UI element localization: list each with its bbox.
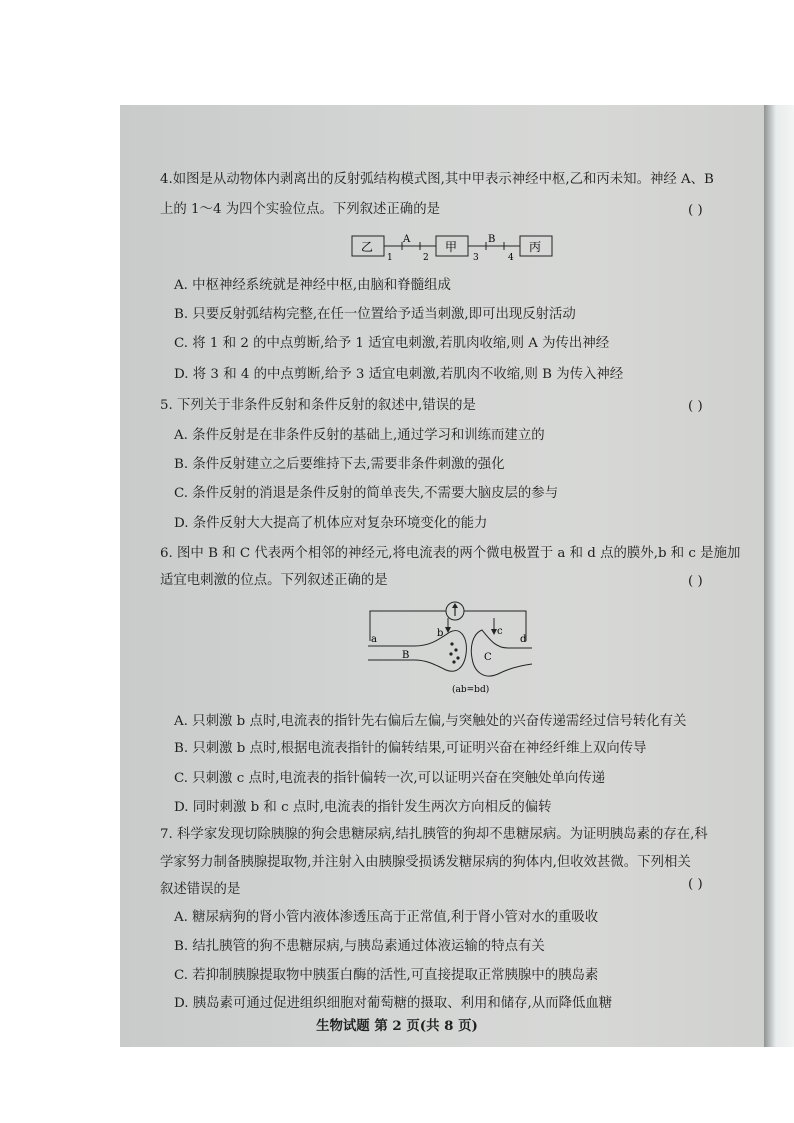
q4-option-c: C. 将 1 和 2 的中点剪断,给予 1 适宜电刺激,若肌肉收缩,则 A 为传出神经: [174, 336, 610, 351]
point-d-label: d: [520, 634, 527, 645]
ammeter-wire: [370, 611, 446, 641]
q4-stem-line2: 上的 1～4 为四个实验位点。下列叙述正确的是: [160, 202, 440, 217]
neuron-diagram: [366, 600, 536, 698]
box-jia-label: 甲: [445, 240, 458, 254]
neuron-c-label: C: [484, 652, 492, 663]
q6-option-a: A. 只刺激 b 点时,电流表的指针先右偏后左偏,与突触处的兴奋传递需经过信号转化有关: [174, 714, 687, 729]
neuron-b-shape: [368, 631, 466, 672]
point-1-label: 1: [387, 253, 393, 262]
q6-option-b: B. 只刺激 b 点时,根据电流表指针的偏转结果,可证明兴奋在神经纤维上双向传导: [174, 741, 647, 756]
box-yi-label: 乙: [361, 240, 374, 254]
q7-stem-line2: 学家努力制备胰腺提取物,并注射入由胰腺受损诱发糖尿病的狗体内,但收效甚微。下列相关: [160, 855, 691, 870]
point-a-label: a: [371, 634, 377, 645]
q7-option-c: C. 若抑制胰腺提取物中胰蛋白酶的活性,可直接提取正常胰腺中的胰岛素: [174, 968, 599, 983]
nerve-b-label: B: [488, 234, 496, 245]
q4-option-b: B. 只要反射弧结构完整,在任一位置给予适当刺激,即可出现反射活动: [174, 307, 576, 322]
q7-option-d: D. 胰岛素可通过促进组织细胞对葡萄糖的摄取、利用和储存,从而降低血糖: [174, 996, 613, 1011]
box-bing-label: 丙: [529, 240, 542, 254]
q5-answer-paren: ( ): [688, 399, 703, 414]
q5-option-a: A. 条件反射是在非条件反射的基础上,通过学习和训练而建立的: [174, 428, 545, 443]
point-b-label: b: [437, 628, 444, 639]
q4-option-a: A. 中枢神经系统就是神经中枢,由脑和脊髓组成: [174, 278, 451, 293]
q5-option-d: D. 条件反射大大提高了机体应对复杂环境变化的能力: [174, 516, 488, 531]
point-4-label: 4: [508, 253, 514, 262]
next-page-edge: [764, 105, 794, 1047]
reflex-arc-diagram: [350, 230, 560, 262]
q6-stem-line1: 6. 图中 B 和 C 代表两个相邻的神经元,将电流表的两个微电极置于 a 和 d 点的膜外,b 和 c 是施加: [160, 546, 741, 561]
q7-answer-paren: ( ): [688, 877, 703, 892]
neuron-b-label: B: [402, 650, 410, 661]
q4-stem-line1: 4.如图是从动物体内剥离出的反射弧结构模式图,其中甲表示神经中枢,乙和丙未知。神经 A、B: [160, 172, 714, 187]
q6-stem-line2: 适宜电刺激的位点。下列叙述正确的是: [160, 573, 388, 588]
q7-stem-line3: 叙述错误的是: [160, 882, 241, 897]
ab-bd-note: (ab=bd): [452, 685, 490, 695]
q5-option-c: C. 条件反射的消退是条件反射的简单丧失,不需要大脑皮层的参与: [174, 486, 559, 501]
q6-option-d: D. 同时刺激 b 和 c 点时,电流表的指针发生两次方向相反的偏转: [174, 800, 552, 815]
page-footer: 生物试题 第 2 页(共 8 页): [316, 1018, 478, 1034]
q6-answer-paren: ( ): [688, 574, 703, 589]
point-2-label: 2: [423, 253, 429, 262]
q7-option-a: A. 糖尿病狗的肾小管内液体渗透压高于正常值,利于肾小管对水的重吸收: [174, 910, 599, 925]
point-3-label: 3: [473, 253, 479, 262]
point-c-label: c: [497, 626, 503, 637]
q4-answer-paren: ( ): [688, 203, 703, 218]
nerve-a-label: A: [403, 234, 411, 245]
q6-option-c: C. 只刺激 c 点时,电流表的指针偏转一次,可以证明兴奋在突触处单向传递: [174, 771, 606, 786]
q7-option-b: B. 结扎胰管的狗不患糖尿病,与胰岛素通过体液运输的特点有关: [174, 939, 545, 954]
q7-stem-line1: 7. 科学家发现切除胰腺的狗会患糖尿病,结扎胰管的狗却不患糖尿病。为证明胰岛素的存在,科: [160, 827, 708, 842]
q5-option-b: B. 条件反射建立之后要维持下去,需要非条件刺激的强化: [174, 457, 505, 472]
q4-option-d: D. 将 3 和 4 的中点剪断,给予 3 适宜电刺激,若肌肉不收缩,则 B 为传入神经: [174, 367, 624, 382]
q5-stem: 5. 下列关于非条件反射和条件反射的叙述中,错误的是: [160, 398, 476, 413]
